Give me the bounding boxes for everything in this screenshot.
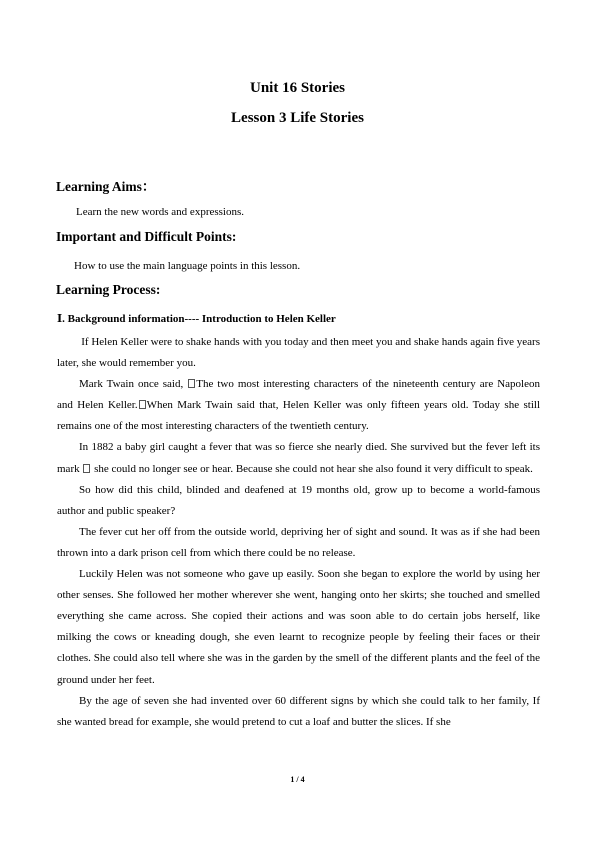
page-number: 1 / 4 [290,775,305,784]
background-section-title: Ⅰ. Background information---- Introduction to Helen Keller [57,313,336,325]
paragraph-1: If Helen Keller were to shake hands with you today and then meet you and shake hands again five years later, she would remember you. [57,336,540,370]
paragraph-2 [57,374,540,437]
learning-aims-heading: Learning Aims： [56,179,156,194]
learning-aims-text: Learn the new words and expressions. [76,206,245,218]
paragraph-3-part-b: she could no longer see or hear. Because she could not hear she also found it very difficult to speak. [91,462,533,475]
paragraph-6: Luckily Helen was not someone who gave up easily. Soon she began to explore the world by using her other senses. She followed her mother wherever she went, hanging onto her skirts; she touched and smelled everything she came across. She copied their actions and was soon able to do certain jobs herself, like milking the cows or kneading dough, she even learnt to recognize people by feeling their faces or their clothes. She could also tell where she was in the garden by the smell of the different plants and the feel of the ground under her feet. [57,568,540,686]
paragraph-5: The fever cut her off from the outside world, depriving her of sight and sound. It was as if she had been thrown into a dark prison cell from which there could be no release. [57,525,540,559]
missing-glyph-box [83,464,90,473]
missing-glyph-box [139,400,146,409]
important-points-text: How to use the main language points in this lesson. [74,260,301,272]
paragraph-3 [57,437,540,479]
lesson-title: Lesson 3 Life Stories [231,110,364,126]
paragraph-2-quote: The two most interesting characters of the nineteenth century are Napoleon and Helen Keller. [57,378,540,412]
paragraph-2-part-a: Mark Twain once said, [79,378,188,391]
unit-title: Unit 16 Stories [250,80,345,96]
paragraph-4: So how did this child, blinded and deafened at 19 months old, grow up to become a world-famous author and public speaker? [57,483,540,517]
missing-glyph-box [188,379,195,388]
learning-process-heading: Learning Process: [56,282,161,297]
paragraph-2-part-c: When Mark Twain said that, Helen Keller was only fifteen years old. Today she still remains one of the most interesting characters of the twentieth century. [57,399,541,433]
paragraph-7: By the age of seven she had invented over 60 different signs by which she could talk to her family, If she wanted bread for example, she would pretend to cut a loaf and butter the slices. If she [57,694,540,728]
body-text [57,332,540,733]
important-points-heading: Important and Difficult Points: [56,229,237,244]
paragraph-3-part-a: In 1882 a baby girl caught a fever that was so fierce she nearly died. She survived but the fever left its mark [57,441,540,475]
